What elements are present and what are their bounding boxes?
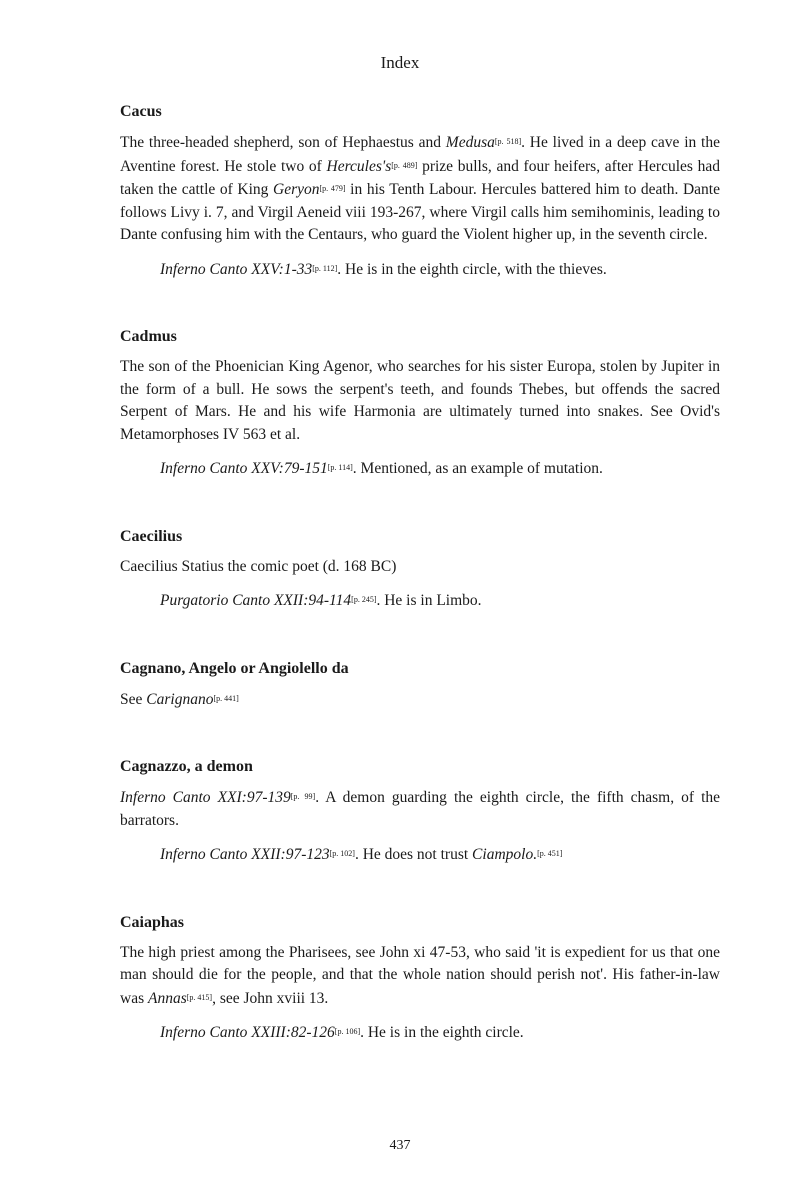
text-run: . A demon guarding the eighth circle, the fifth chasm, of the barrators. (120, 789, 721, 829)
running-header: Index (380, 53, 420, 72)
text-run: See (120, 690, 147, 708)
entry-description (120, 942, 720, 1011)
text-run: . He lived in a deep cave in the Aventine forest. He stole two of (120, 134, 720, 175)
entry-title: Caecilius (120, 527, 183, 545)
text-run: . He is in Limbo. (376, 592, 482, 609)
text-run: in his Tenth Labour. Hercules battered him to death. Dante follows Livy i. 7, and Virgil Aeneid viii 193-267, where Virgil calls him semihominis, leading to Dante confusing him with the Centaurs, who guard the Violent higher up, in the seventh circle. (120, 181, 720, 243)
text-run: Caecilius Statius the comic poet (d. 168 BC) (120, 557, 397, 575)
page-ref[interactable]: [p. 489] (391, 160, 418, 170)
entry-title: Cagnano, Angelo or Angiolello da (120, 659, 349, 677)
index-entry-cadmus (120, 326, 720, 481)
index-entry-cagnano (120, 658, 720, 712)
page-ref[interactable]: [p. 245] (351, 595, 377, 604)
canto-link[interactable]: Inferno Canto XXI:97-139 (120, 789, 291, 806)
entry-description (120, 356, 720, 446)
text-run: . Mentioned, as an example of mutation. (352, 460, 603, 477)
cross-ref-link-carignano[interactable]: Carignano (146, 690, 214, 708)
entry-description (120, 786, 720, 832)
entry-title: Cadmus (120, 328, 177, 345)
page-ref[interactable]: [p. 99] (290, 792, 316, 801)
page-ref[interactable]: [p. 518] (494, 137, 522, 146)
cross-ref-link-ciampolo[interactable]: Ciampolo. (472, 846, 538, 863)
index-entry-caecilius (120, 526, 720, 613)
text-run: . He is in the eighth circle. (360, 1024, 524, 1041)
entry-description (120, 688, 720, 712)
canto-link[interactable]: Inferno Canto XXV:1-33 (160, 260, 313, 278)
page-ref[interactable]: [p. 112] (312, 263, 338, 273)
page-ref[interactable]: [p. 415] (186, 992, 213, 1002)
canto-reference (120, 258, 720, 282)
text-run: The three-headed shepherd, son of Hephaestus and (120, 134, 446, 151)
page-ref[interactable]: [p. 114] (327, 463, 353, 472)
entry-description (120, 131, 720, 247)
canto-reference (120, 843, 720, 867)
cross-ref-link-annas[interactable]: Annas (147, 989, 187, 1007)
text-run: , see John xviii 13. (212, 989, 329, 1007)
page-ref[interactable]: [p. 102] (329, 849, 355, 858)
page-ref[interactable]: [p. 106] (334, 1027, 361, 1036)
index-content (120, 101, 720, 1090)
index-entry-caiaphas (120, 912, 720, 1045)
text-run: . He is in the eighth circle, with the thieves. (337, 260, 607, 278)
entry-title: Cacus (120, 103, 162, 120)
cross-ref-link-hercules[interactable]: Hercules's (326, 157, 392, 175)
canto-reference (120, 589, 720, 613)
canto-reference (120, 457, 720, 481)
index-entry-cacus (120, 101, 720, 281)
index-entry-cagnazzo (120, 756, 720, 867)
canto-link[interactable]: Purgatorio Canto XXII:94-114 (160, 592, 352, 609)
cross-ref-link-geryon[interactable]: Geryon (273, 181, 320, 198)
canto-reference (120, 1021, 720, 1045)
canto-link[interactable]: Inferno Canto XXIII:82-126 (160, 1024, 335, 1041)
page-ref[interactable]: [p. 441] (213, 693, 239, 703)
text-run: The high priest among the Pharisees, see John xi 47-53, who said 'it is expedient for us that one man should die for the people, and that the whole nation should perish not'. His father-in-law was (120, 943, 720, 1007)
page-ref[interactable]: [p. 451] (537, 849, 563, 858)
text-run: . He does not trust (354, 846, 473, 863)
page-number: 437 (389, 1138, 411, 1153)
canto-link[interactable]: Inferno Canto XXV:79-151 (160, 460, 328, 477)
text-run: prize bulls, and four heifers, after Hercules had taken the cattle of King (120, 157, 721, 198)
entry-title: Caiaphas (120, 913, 185, 931)
text-run: The son of the Phoenician King Agenor, who searches for his sister Europa, stolen by Jupiter in the form of a bull. He sows the serpent's teeth, and founds Thebes, but offends the sacred Serpent of Mars. He and his wife Harmonia are ultimately turned into snakes. See Ovid's Metamorphoses IV 563 et al. (120, 358, 720, 443)
cross-ref-link-medusa[interactable]: Medusa (445, 134, 495, 151)
entry-description (120, 556, 720, 579)
page-ref[interactable]: [p. 479] (319, 184, 346, 193)
entry-title: Cagnazzo, a demon (120, 758, 253, 775)
canto-link[interactable]: Inferno Canto XXII:97-123 (160, 846, 330, 863)
